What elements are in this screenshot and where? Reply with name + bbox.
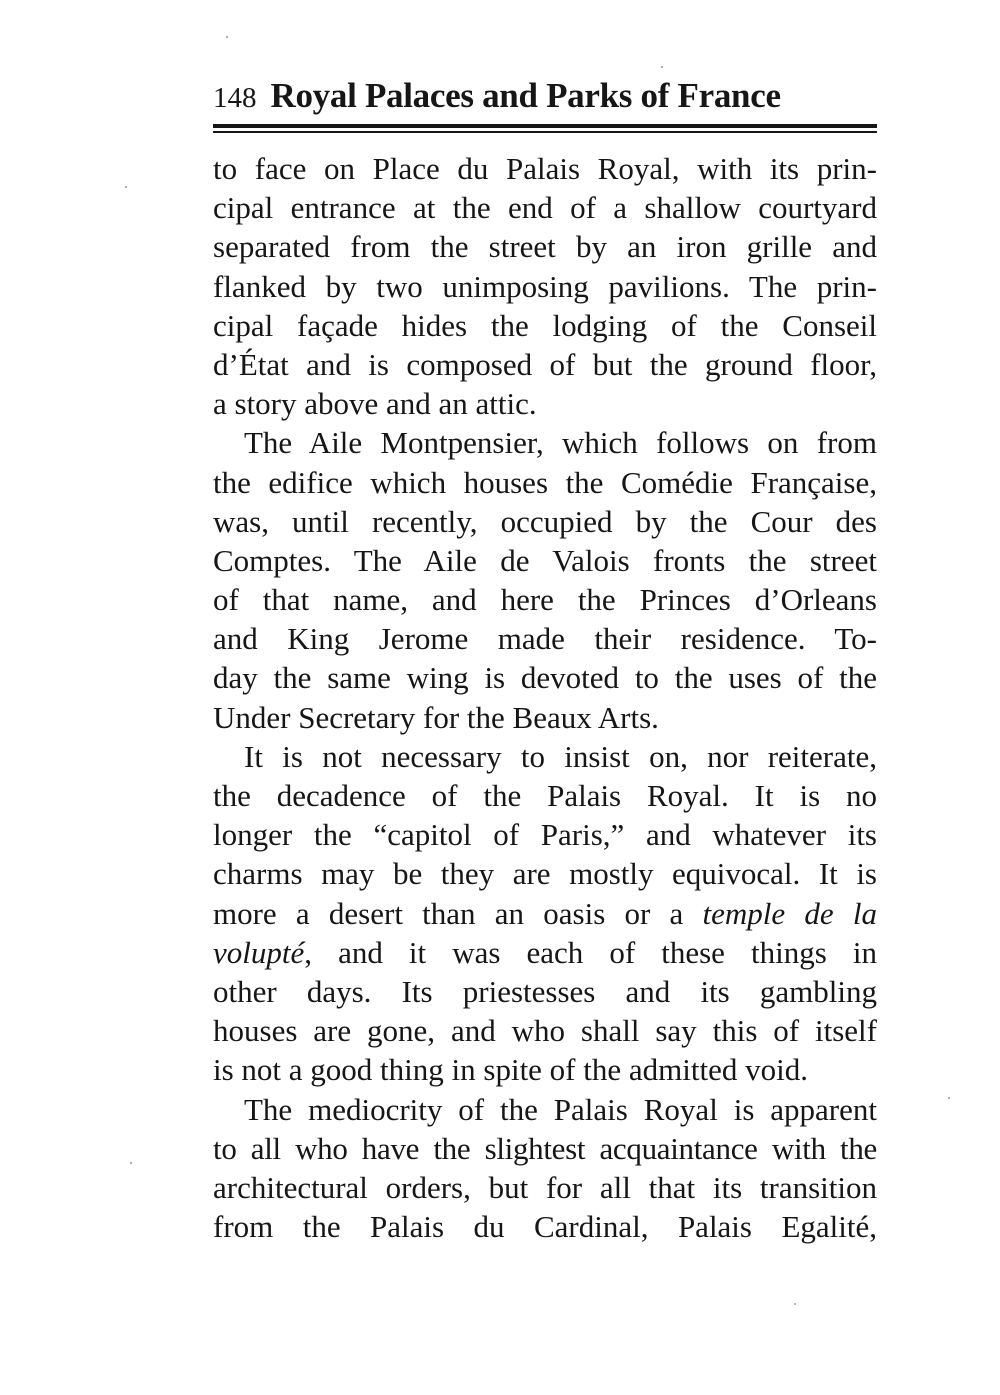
header-rule-thin: [213, 131, 877, 133]
text-line-mixed: [213, 933, 877, 972]
text-line: It is not necessary to insist on, nor reiterate,: [244, 738, 877, 774]
text-line: cipal façade hides the lodging of the Conseil: [213, 307, 877, 343]
text-run: more a desert than an oasis or a: [213, 895, 703, 931]
text-line: charms may be they are mostly equivocal. It is: [213, 856, 877, 892]
page-number: 148: [213, 82, 257, 114]
scan-speck: [948, 1097, 950, 1099]
scan-speck: [794, 1303, 796, 1305]
header-rule-thick: [213, 124, 877, 128]
scan-speck: [226, 36, 228, 38]
text-line: day the same wing is devoted to the uses of the: [213, 660, 877, 696]
running-title: Royal Palaces and Parks of France: [270, 76, 781, 115]
paragraph-1: [213, 149, 877, 423]
scan-speck: [130, 1162, 132, 1164]
scan-speck: [125, 186, 127, 188]
text-line: is not a good thing in spite of the admitted void.: [213, 1052, 808, 1088]
text-line: to all who have the slightest acquaintance with the: [213, 1130, 877, 1166]
text-line: of that name, and here the Princes d’Orleans: [213, 582, 877, 618]
text-line: separated from the street by an iron grille and: [213, 229, 877, 265]
text-line: The mediocrity of the Palais Royal is apparent: [244, 1091, 877, 1127]
text-line: The Aile Montpensier, which follows on from: [244, 425, 877, 461]
text-line: and King Jerome made their residence. To-: [213, 621, 877, 657]
paragraph-4: [213, 1090, 877, 1247]
text-line: d’État and is composed of but the ground floor,: [213, 346, 877, 382]
text-line: architectural orders, but for all that its transition: [213, 1169, 877, 1205]
text-line: a story above and an attic.: [213, 386, 537, 422]
text-line: the edifice which houses the Comédie Française,: [213, 464, 877, 500]
text-line: houses are gone, and who shall say this of itself: [213, 1013, 877, 1049]
text-line: Comptes. The Aile de Valois fronts the street: [213, 542, 877, 578]
text-line: the decadence of the Palais Royal. It is no: [213, 778, 877, 813]
text-line: was, until recently, occupied by the Cour des: [213, 503, 877, 539]
paragraph-3: [213, 737, 877, 1090]
text-line: Under Secretary for the Beaux Arts.: [213, 699, 659, 735]
text-run: , and it was each of these things in: [304, 934, 877, 970]
text-line: from the Palais du Cardinal, Palais Egalité,: [213, 1209, 877, 1245]
text-line-mixed: [213, 894, 877, 933]
italic-phrase: temple de la: [702, 895, 877, 931]
paragraph-2: [213, 423, 877, 737]
page-header: [213, 76, 877, 122]
text-line: cipal entrance at the end of a shallow courtyard: [213, 190, 877, 226]
text-line: to face on Place du Palais Royal, with its prin-: [213, 151, 877, 186]
text-line: other days. Its priestesses and its gambling: [213, 973, 877, 1009]
text-line: longer the “capitol of Paris,” and whatever its: [213, 817, 877, 853]
body-text: [213, 149, 877, 1246]
scan-speck: [661, 66, 663, 68]
italic-phrase: volupté: [213, 934, 305, 970]
text-line: flanked by two unimposing pavilions. The prin-: [213, 268, 877, 304]
